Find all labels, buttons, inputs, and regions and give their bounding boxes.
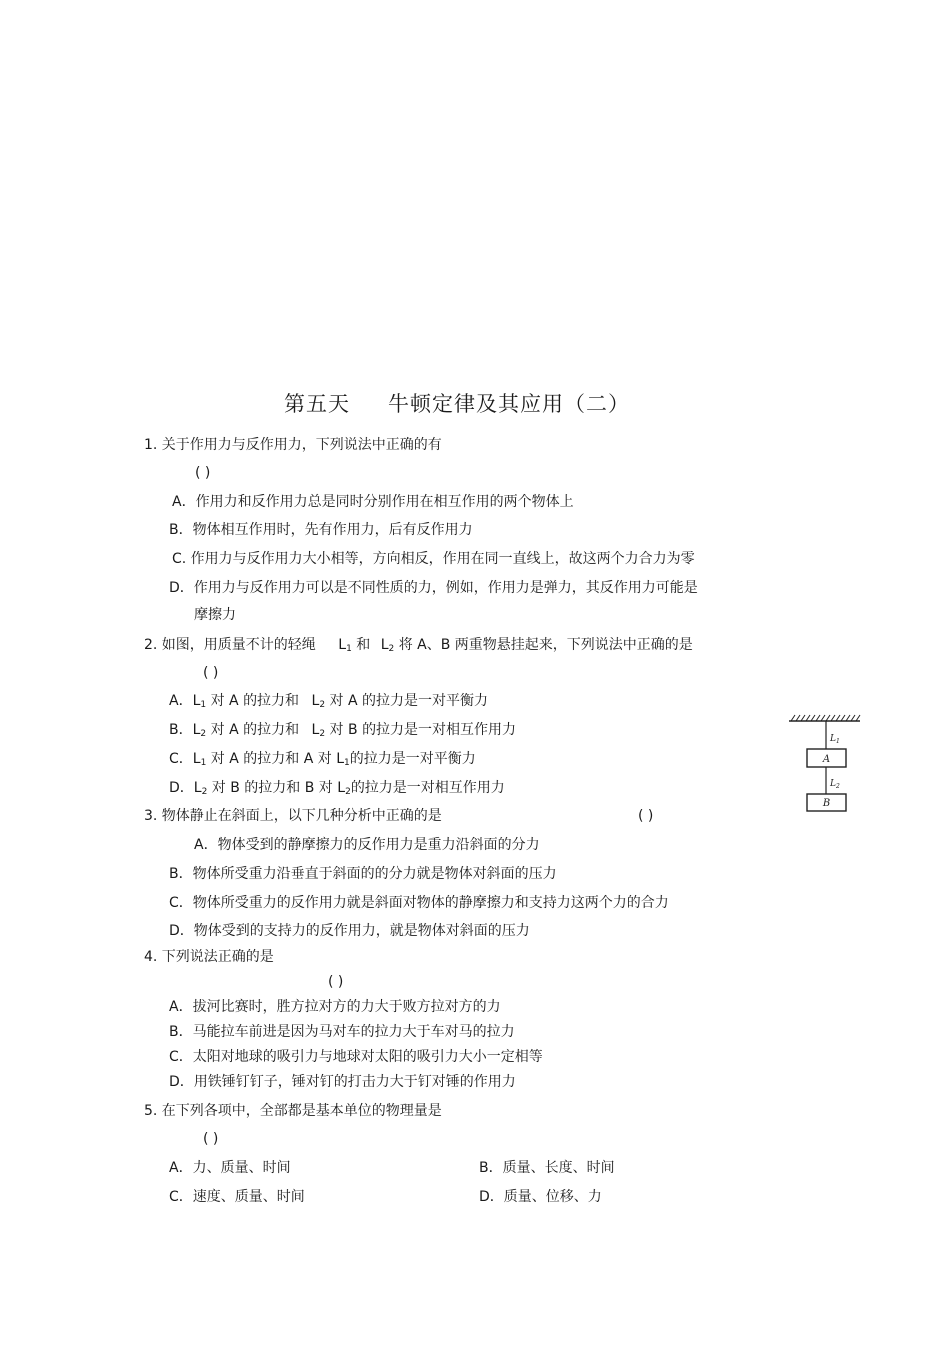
page-title — [284, 391, 630, 417]
rope-l2-label: $L_2$ — [830, 779, 840, 790]
question-4-option-d: D．用铁锤钉钉子，锤对钉的打击力大于钉对锤的作用力 — [169, 1074, 516, 1090]
question-2-option-a: A．$L_1$ 对 A 的拉力和 $L_2$ 对 A 的拉力是一对平衡力 — [169, 693, 488, 710]
question-3-option-d: D．物体受到的支持力的反作用力，就是物体对斜面的压力 — [169, 923, 530, 939]
question-3-option-c: C．物体所受重力的反作用力就是斜面对物体的静摩擦力和支持力这两个力的合力 — [169, 895, 669, 911]
question-1-stem: 1. 关于作用力与反作用力，下列说法中正确的有 — [144, 437, 442, 453]
block-a-label: A — [822, 754, 831, 765]
block-b-label: B — [822, 798, 831, 809]
rope-l1-label: $L_1$ — [830, 734, 840, 745]
question-4-answer-paren: ( ) — [328, 974, 344, 990]
question-1-option-c: C. 作用力与反作用力大小相等，方向相反，作用在同一直线上，故这两个力合力为零 — [172, 551, 695, 567]
question-2-option-d: D．$L_2$ 对 B 的拉力和 B 对 $L_2$的拉力是一对相互作用力 — [169, 780, 505, 797]
title-topic: 牛顿定律及其应用（二） — [388, 392, 630, 416]
question-5-option-a: A．力、质量、时间 — [169, 1160, 291, 1176]
question-2-answer-paren: ( ) — [203, 665, 219, 681]
question-1-option-b: B．物体相互作用时，先有作用力，后有反作用力 — [169, 522, 473, 538]
question-4-stem: 4. 下列说法正确的是 — [144, 949, 274, 965]
question-3-answer-paren: ( ) — [638, 808, 654, 824]
question-3-option-a: A．物体受到的静摩擦力的反作用力是重力沿斜面的分力 — [194, 837, 540, 853]
question-4-option-b: B．马能拉车前进是因为马对车的拉力大于车对马的拉力 — [169, 1024, 515, 1040]
question-4-option-c: C．太阳对地球的吸引力与地球对太阳的吸引力大小一定相等 — [169, 1049, 543, 1065]
question-5-answer-paren: ( ) — [203, 1131, 219, 1147]
title-day: 第五天 — [284, 392, 350, 416]
hanging-blocks-figure — [786, 712, 866, 814]
question-1-option-d: D．作用力与反作用力可以是不同性质的力，例如，作用力是弹力，其反作用力可能是 — [169, 580, 698, 596]
question-3-option-b: B．物体所受重力沿垂直于斜面的的分力就是物体对斜面的压力 — [169, 866, 557, 882]
question-1-answer-paren: ( ) — [195, 465, 211, 481]
ceiling-hatch — [791, 715, 860, 721]
question-2-option-b: B．$L_2$ 对 A 的拉力和 $L_2$ 对 B 的拉力是一对相互作用力 — [169, 722, 517, 739]
question-5-option-c: C．速度、质量、时间 — [169, 1189, 305, 1205]
question-3-stem: 3. 物体静止在斜面上，以下几种分析中正确的是 — [144, 808, 442, 824]
question-5-option-d: D．质量、位移、力 — [479, 1189, 602, 1205]
question-1-option-d-continued: 摩擦力 — [194, 607, 236, 623]
question-1-option-a: A．作用力和反作用力总是同时分别作用在相互作用的两个物体上 — [172, 494, 574, 510]
question-4-option-a: A．拔河比赛时，胜方拉对方的力大于败方拉对方的力 — [169, 999, 501, 1015]
question-5-stem: 5. 在下列各项中，全部都是基本单位的物理量是 — [144, 1103, 442, 1119]
question-2-option-c: C．$L_1$ 对 A 的拉力和 A 对 $L_1$的拉力是一对平衡力 — [169, 751, 476, 768]
question-5-option-b: B．质量、长度、时间 — [479, 1160, 615, 1176]
question-2-stem: 2. 如图，用质量不计的轻绳 $L_1$ 和 $L_2$ 将 A、B 两重物悬挂起来，下列说法中正确的是 — [144, 637, 693, 654]
